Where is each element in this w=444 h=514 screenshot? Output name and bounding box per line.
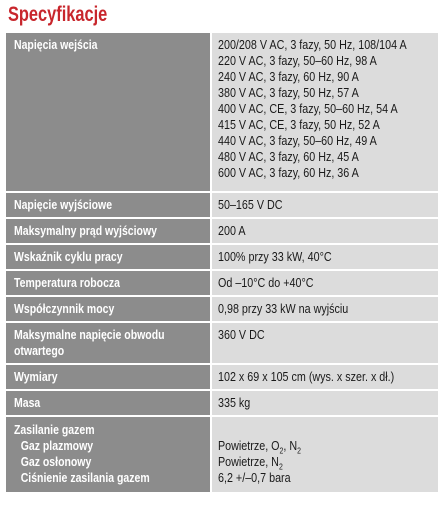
spec-table	[6, 33, 438, 494]
spec-label	[6, 271, 210, 295]
spec-label-text: Napięcie wyjściowe	[14, 198, 113, 212]
spec-label-text: Współczynnik mocy	[14, 302, 115, 316]
spec-value	[210, 391, 438, 415]
spec-value-line: 600 V AC, 3 fazy, 60 Hz, 36 A	[218, 166, 359, 180]
spec-row-duty-cycle	[6, 245, 438, 271]
spec-value-line: 240 V AC, 3 fazy, 60 Hz, 90 A	[218, 70, 359, 84]
spec-label	[6, 391, 210, 415]
spec-value-text: 102 x 69 x 105 cm (wys. x szer. x dł.)	[218, 370, 395, 384]
spec-value	[210, 219, 438, 243]
spec-label-text: Maksymalny prąd wyjściowy	[14, 224, 157, 238]
spec-value-line: 220 V AC, 3 fazy, 50–60 Hz, 98 A	[218, 54, 377, 68]
spec-value-text: 100% przy 33 kW, 40°C	[218, 250, 332, 264]
spec-label-text: otwartego	[14, 344, 65, 358]
spec-label-text: Temperatura robocza	[14, 276, 121, 290]
spec-value-text: Od –10°C do +40°C	[218, 276, 314, 290]
spec-value-line: 415 V AC, CE, 3 fazy, 50 Hz, 52 A	[218, 118, 380, 132]
spec-label	[6, 33, 210, 191]
spec-row-weight	[6, 391, 438, 417]
spec-label	[6, 417, 210, 492]
spec-value-text: 335 kg	[218, 396, 251, 410]
spec-sublabel-shield-gas: Gaz osłonowy	[20, 455, 92, 469]
spec-value-gas-pressure: 6,2 +/–0,7 bara	[218, 471, 291, 485]
spec-value	[210, 417, 438, 492]
spec-value	[210, 245, 438, 269]
spec-value-plasma-gas: Powietrze, $O_2$, $N_2$	[218, 439, 301, 456]
spec-value-line: 400 V AC, CE, 3 fazy, 50–60 Hz, 54 A	[218, 102, 398, 116]
spec-value-text: 200 A	[218, 224, 246, 238]
spec-value	[210, 33, 438, 191]
spec-value	[210, 365, 438, 389]
spec-label	[6, 193, 210, 217]
spec-value-shield-gas: Powietrze, $N_2$	[218, 455, 283, 472]
spec-value	[210, 297, 438, 321]
spec-label-text: Wskaźnik cyklu pracy	[14, 250, 123, 264]
spec-value	[210, 271, 438, 295]
spec-label-text: Maksymalne napięcie obwodu	[14, 328, 165, 342]
spec-label-text: Wymiary	[14, 370, 58, 384]
spec-row-power-factor	[6, 297, 438, 323]
spec-label	[6, 297, 210, 321]
spec-value-text: 360 V DC	[218, 328, 265, 342]
spec-row-max-output-current	[6, 219, 438, 245]
spec-value-text: 50–165 V DC	[218, 198, 283, 212]
spec-row-gas-supply	[6, 417, 438, 494]
spec-sublabel-plasma-gas: Gaz plazmowy	[20, 439, 94, 453]
spec-row-dimensions	[6, 365, 438, 391]
spec-label	[6, 245, 210, 269]
spec-value	[210, 193, 438, 217]
spec-label	[6, 365, 210, 389]
spec-value-line: 440 V AC, 3 fazy, 50–60 Hz, 49 A	[218, 134, 377, 148]
page-title: Specyfikacje	[8, 3, 108, 26]
spec-label-text: Zasilanie gazem	[14, 423, 95, 437]
spec-sublabel-gas-pressure: Ciśnienie zasilania gazem	[20, 471, 150, 485]
spec-label-text: Masa	[14, 396, 41, 410]
spec-label	[6, 323, 210, 363]
spec-row-open-circuit-voltage	[6, 323, 438, 365]
spec-row-output-voltage	[6, 193, 438, 219]
spec-row-input-voltage	[6, 33, 438, 193]
spec-label-text: Napięcia wejścia	[14, 38, 98, 52]
spec-value-line: 200/208 V AC, 3 fazy, 50 Hz, 108/104 A	[218, 38, 407, 52]
spec-label	[6, 219, 210, 243]
spec-value-line: 380 V AC, 3 fazy, 50 Hz, 57 A	[218, 86, 359, 100]
spec-value-text: 0,98 przy 33 kW na wyjściu	[218, 302, 349, 316]
spec-value	[210, 323, 438, 363]
spec-row-operating-temp	[6, 271, 438, 297]
spec-value-line: 480 V AC, 3 fazy, 60 Hz, 45 A	[218, 150, 359, 164]
